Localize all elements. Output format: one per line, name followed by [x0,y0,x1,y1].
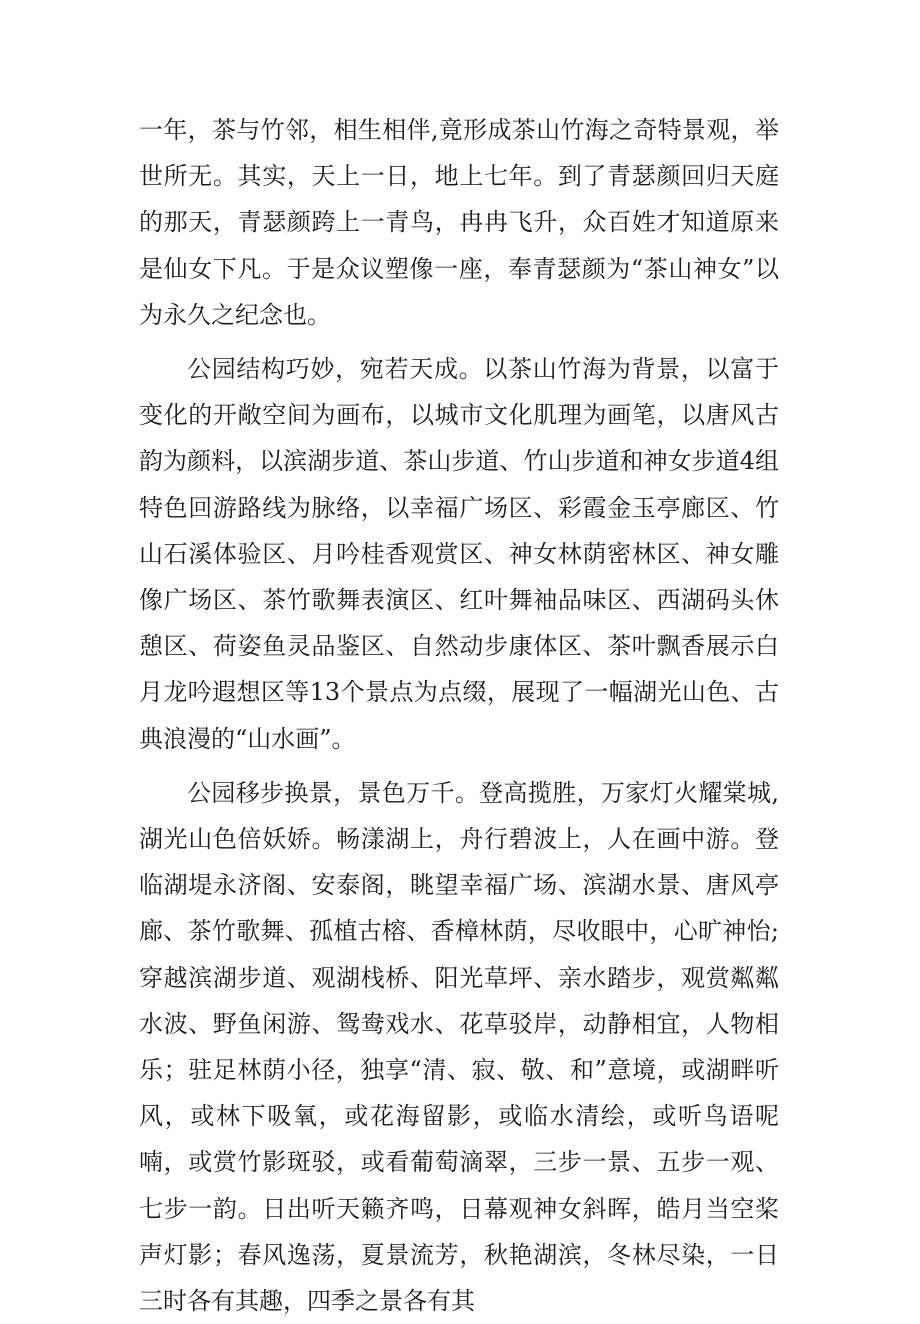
paragraph-2-text: 公园结构巧妙，宛若天成。以茶山竹海为背景，以富于变化的开敞空间为画布，以城市文化肌理为画笔，以唐风古韵为颜料，以滨湖步道、茶山步道、竹山步道和神女步道4组特色回游路线为脉络，以幸福广场区、彩霞金玉亭廊区、竹山石溪体验区、月吟桂香观赏区、神女林荫密林区、神女雕像广场区、茶竹歌舞表演区、红叶舞袖品味区、西湖码头休憩区、荷姿鱼灵品鉴区、自然动步康体区、茶叶飘香展示白月龙吟遐想区等13个景点为点缀，展现了一幅湖光山色、古典浪漫的“山水画”。 [139,355,779,753]
paragraph-3-text: 公园移步换景，景色万千。登高揽胜，万家灯火耀棠城,湖光山色倍妖娇。畅漾湖上，舟行碧波上，人在画中游。登临湖堤永济阁、安泰阁，眺望幸福广场、滨湖水景、唐风亭廊、茶竹歌舞、孤植古榕、香樟林荫，尽收眼中，心旷神怡;穿越滨湖步道、观湖栈桥、阳光草坪、亲水踏步，观赏粼粼水波、野鱼闲游、鸳鸯戏水、花草驳岸，动静相宜，人物相乐；驻足林荫小径，独享“清、寂、敬、和”意境，或湖畔听风，或林下吸氧，或花海留影，或临水清绘，或听鸟语呢喃，或赏竹影斑驳，或看葡萄滴翠，三步一景、五步一观、七步一韵。日出听天籁齐鸣，日幕观神女斜晖，皓月当空桨声灯影；春风逸荡，夏景流芳，秋艳湖滨，冬林尽染，一日三时各有其趣，四季之景各有其 [139,778,779,1316]
paragraph-2 [139,346,779,762]
paragraph-3 [139,770,779,1324]
paragraph-1 [139,107,779,338]
body-text [139,107,779,1324]
paragraph-1-text: 一年，茶与竹邻，相生相伴,竟形成茶山竹海之奇特景观，举世所无。其实，天上一日，地上七年。到了青瑟颜回归天庭的那天，青瑟颜跨上一青鸟，冉冉飞升，众百姓才知道原来是仙女下凡。于是众议塑像一座，奉青瑟颜为“茶山神女”以为永久之纪念也。 [139,116,779,329]
